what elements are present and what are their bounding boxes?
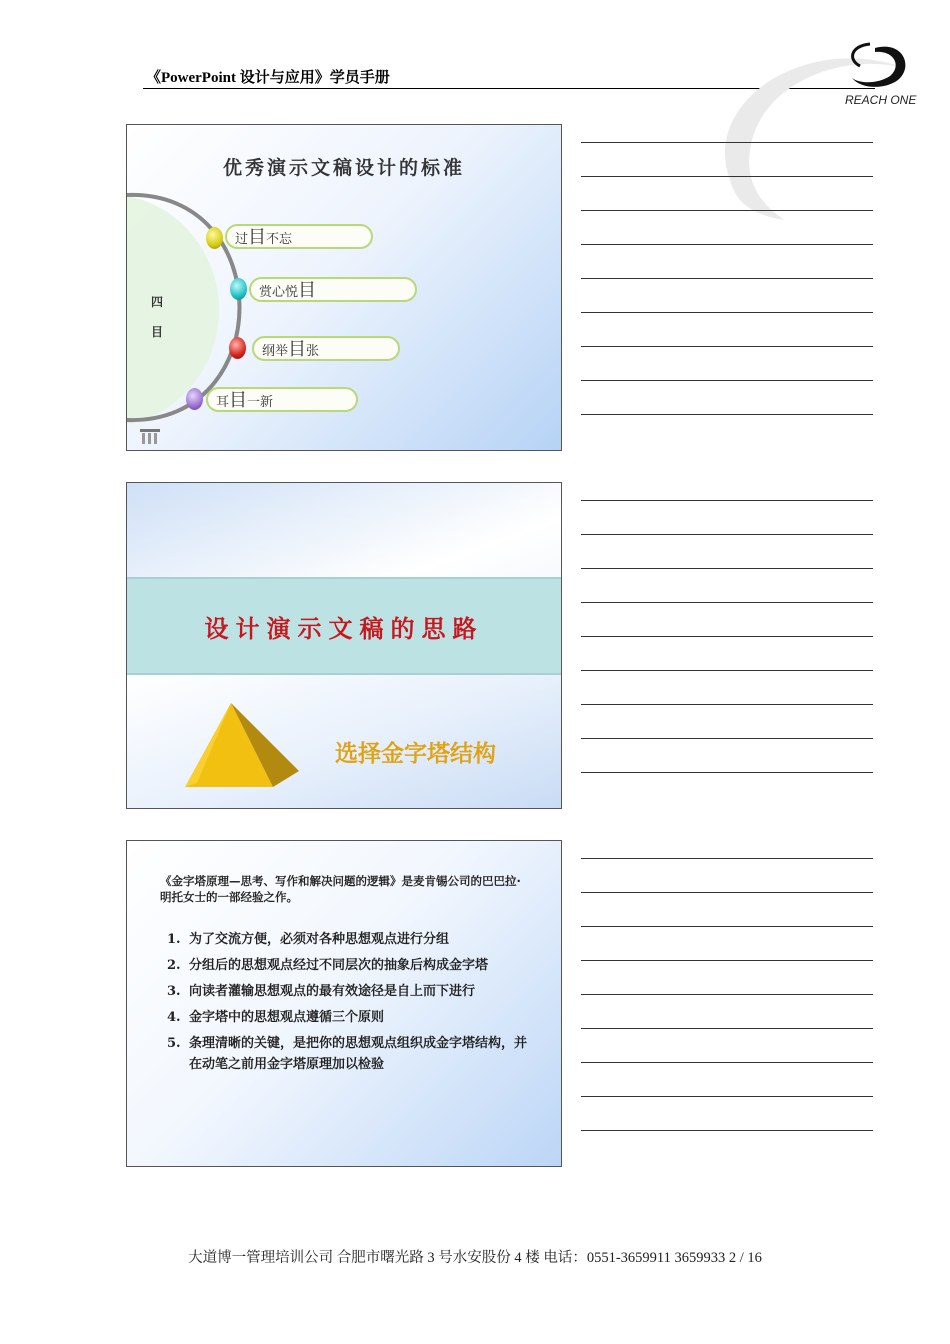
note-line [581,1130,873,1131]
note-line [581,210,873,211]
slide-thumbnail-2 [126,482,562,809]
note-line [581,636,873,637]
note-line [581,500,873,501]
bullet-dot [229,337,246,359]
note-line [581,772,873,773]
list-item: 3. 向读者灌输思想观点的最有效途径是自上而下进行 [167,984,476,999]
building-icon [139,427,161,445]
slide-title: 设计演示文稿的思路 [204,614,484,643]
bullet-dot [230,278,247,300]
slide-thumbnail-3 [126,840,562,1167]
side-label-2: 目 [150,325,163,339]
bullet-dot [186,388,203,410]
title-band [127,577,561,675]
note-line [581,602,873,603]
note-line [581,414,873,415]
list-item: 4. 金字塔中的思想观点遵循三个原则 [167,1010,385,1025]
standard-item: 赏心悦目 [249,277,417,302]
note-line [581,312,873,313]
bullet-dot [206,227,223,249]
note-line [581,176,873,177]
note-line [581,704,873,705]
logo-text: REACH ONE [845,93,917,107]
list-item: 2. 分组后的思想观点经过不同层次的抽象后构成金字塔 [167,958,489,973]
note-line [581,568,873,569]
note-line [581,1028,873,1029]
note-line [581,244,873,245]
pyramid-icon [183,701,303,791]
standard-item: 耳目一新 [206,387,358,412]
note-line [581,670,873,671]
side-label-1: 四 [150,295,163,309]
list-item: 1. 为了交流方便，必须对各种思想观点进行分组 [167,932,450,947]
slide-title: 优秀演示文稿设计的标准 [222,157,465,179]
note-line [581,738,873,739]
slide-thumbnail-1 [126,124,562,451]
slide-intro: 《金字塔原理—思考、写作和解决问题的逻辑》是麦肯锡公司的巴巴拉·明托女士的一部经验之作。 [160,874,521,904]
page-footer: 大道博一管理培训公司 合肥市曙光路 3 号水安股份 4 楼 电话：0551-3659911 3659933 2 / 16 [188,1250,762,1266]
slide-subtitle: 选择金字塔结构 [335,741,496,767]
note-line [581,142,873,143]
reach-one-logo [700,30,930,230]
note-line [581,994,873,995]
note-line [581,1062,873,1063]
list-item: 5. 条理清晰的关键，是把你的思想观点组织成金字塔结构，并在动笔之前用金字塔原理加以检验 [167,1036,528,1072]
note-line [581,534,873,535]
note-line [581,346,873,347]
note-line [581,892,873,893]
principle-list [167,929,537,1080]
note-line [581,960,873,961]
header-title: 《PowerPoint 设计与应用》学员手册 [146,70,390,86]
standard-item: 纲举目张 [252,336,400,361]
note-line [581,380,873,381]
note-line [581,1096,873,1097]
note-line [581,926,873,927]
note-line [581,278,873,279]
note-line [581,858,873,859]
standard-item: 过目不忘 [225,224,373,249]
